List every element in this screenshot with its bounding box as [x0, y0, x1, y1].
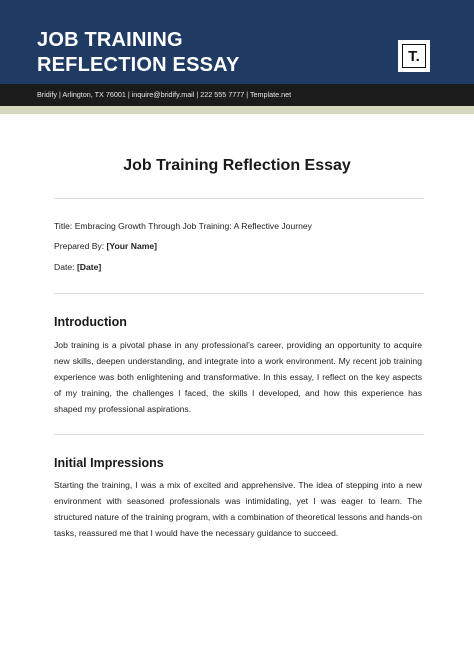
header-banner: [0, 0, 474, 84]
section-body-introduction: Job training is a pivotal phase in any professional’s career, providing an opportunity to acquire new skills, deepen understanding, and integrate into a work environment. My recent job training experience was both enlightening and transformative. In this essay, I reflect on the key aspects of my training, the challenges I faced, the skills I developed, and how this experience has shaped my professional aspirations.: [54, 340, 422, 414]
header-title: [37, 28, 240, 78]
date-value: [Date]: [76, 262, 102, 272]
brand-logo: [398, 40, 430, 72]
brand-logo-icon: T.: [402, 44, 426, 68]
accent-divider: [0, 106, 474, 114]
date-label: Date:: [54, 262, 77, 272]
divider-2: [54, 293, 424, 294]
divider-1: [54, 198, 424, 199]
prepared-by-line: [54, 241, 157, 251]
header-title-line-1: JOB TRAINING: [37, 29, 183, 51]
document-title: Job Training Reflection Essay: [123, 157, 351, 174]
date-line: [54, 262, 101, 272]
essay-title-line: Title: Embracing Growth Through Job Training: A Reflective Journey: [54, 221, 312, 231]
section-heading-introduction: Introduction: [54, 315, 127, 329]
prepared-by-label: Prepared By:: [54, 241, 107, 251]
section-heading-initial-impressions: Initial Impressions: [54, 456, 164, 470]
contact-bar: Bridify | Arlington, TX 76001 | inquire@bridify.mail | 222 555 7777 | Template.net: [0, 84, 474, 106]
prepared-by-value: [Your Name]: [106, 241, 158, 251]
divider-3: [54, 434, 424, 435]
header-title-line-2: REFLECTION ESSAY: [37, 54, 240, 76]
section-body-initial-impressions: Starting the training, I was a mix of excited and apprehensive. The idea of stepping into a new environment with seasoned professionals was intimidating, yet I was eager to learn. The structured nature of the training program, with a combination of theoretical lessons and hands-on tasks, reassured me that I would have the necessary guidance to succeed.: [54, 480, 422, 538]
